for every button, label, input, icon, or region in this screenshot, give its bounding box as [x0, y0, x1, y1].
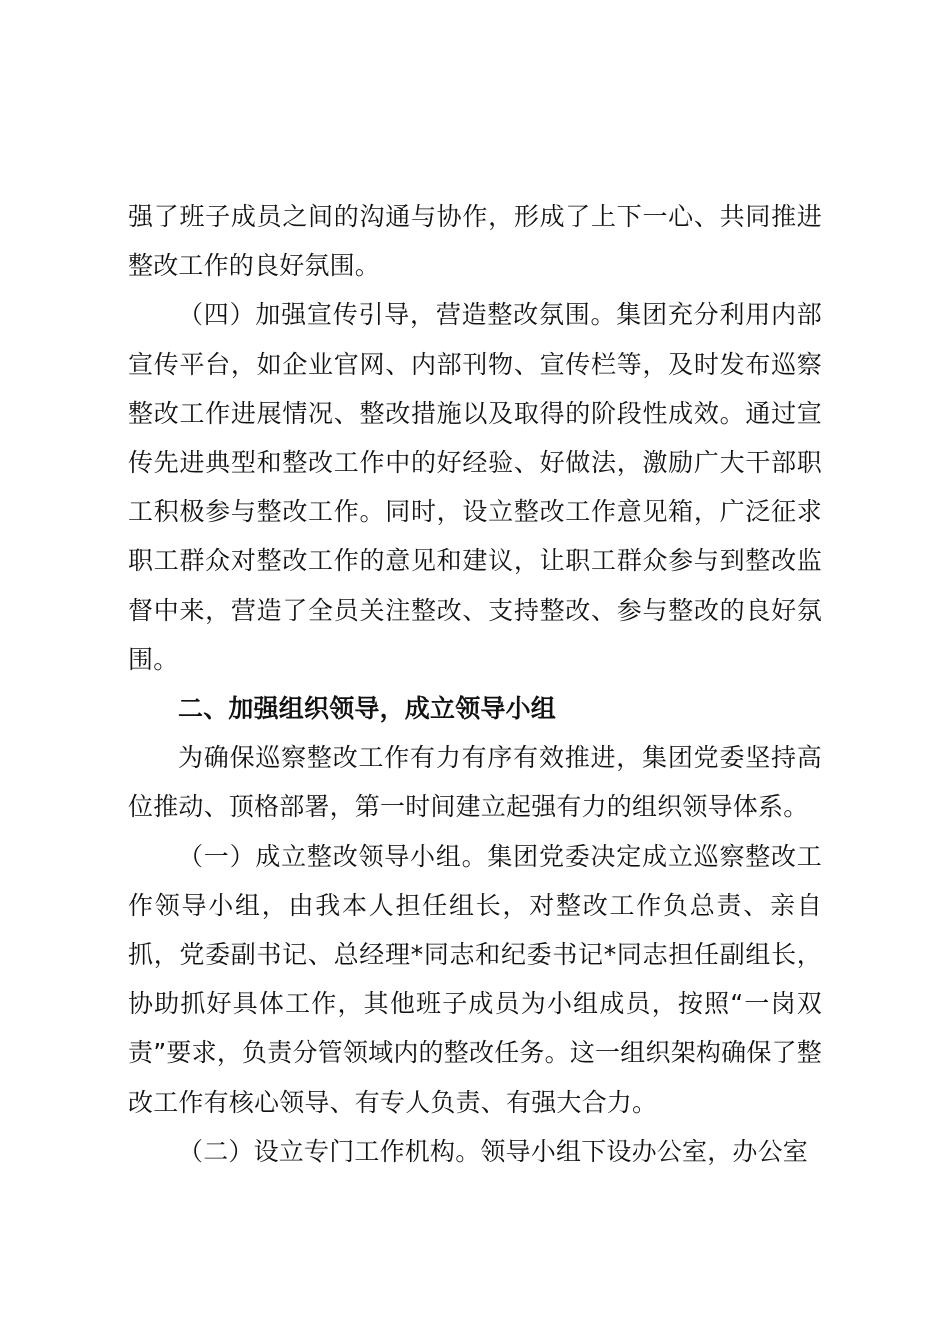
section-heading: 二、加强组织领导，成立领导小组 [178, 694, 557, 724]
paragraph-leading-group: （一）成立整改领导小组。集团党委决定成立巡察整改工作领导小组，由我本人担任组长，对整改工作负总责、亲自抓，党委副书记、总经理*同志和纪委书记*同志担任副组长，协助抓好具体工作，其他班子成员为小组成员，按照“一岗双责”要求，负责分管领域内的整改任务。这一组织架构确保了整改工作有核心领导、有专人负责、有强大合力。 [128, 841, 822, 1117]
document-body [128, 192, 822, 1176]
paragraph-continued: 强了班子成员之间的沟通与协作，形成了上下一心、共同推进整改工作的良好氛围。 [128, 202, 822, 281]
paragraph-intro: 为确保巡察整改工作有力有序有效推进，集团党委坚持高位推动、顶格部署，第一时间建立起强有力的组织领导体系。 [128, 743, 822, 822]
paragraph-working-body: （二）设立专门工作机构。领导小组下设办公室，办公室 [178, 1136, 809, 1166]
paragraph-publicity: （四）加强宣传引导，营造整改氛围。集团充分利用内部宣传平台，如企业官网、内部刊物、宣传栏等，及时发布巡察整改工作进展情况、整改措施以及取得的阶段性成效。通过宣传先进典型和整改工作中的好经验、好做法，激励广大干部职工积极参与整改工作。同时，设立整改工作意见箱，广泛征求职工群众对整改工作的意见和建议，让职工群众参与到整改监督中来，营造了全员关注整改、支持整改、参与整改的良好氛围。 [128, 300, 822, 674]
